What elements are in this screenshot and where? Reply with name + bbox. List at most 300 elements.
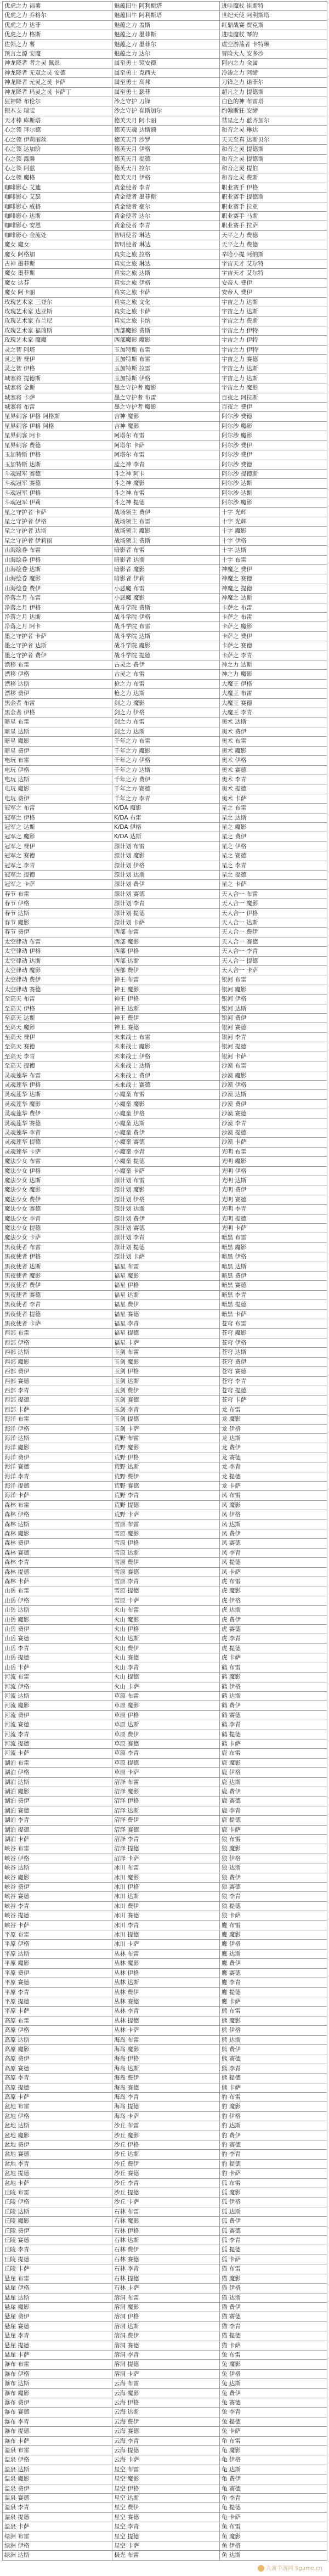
table-cell: 属至勇士 高邦 — [112, 78, 220, 87]
table-cell: 湖泊 伊格 — [3, 1768, 112, 1777]
table-row — [3, 1596, 327, 1605]
table-cell: 高原 布雷 — [3, 2016, 112, 2025]
table-cell: 心之领 伊莉丽丝 — [3, 135, 112, 144]
table-cell: 佐领之力 薯 — [3, 39, 112, 49]
table-cell: 千年之力 李青 — [112, 794, 220, 803]
table-cell: 至高天 布雷 — [3, 995, 112, 1004]
table-cell: 阿尔沙 达斯 — [220, 479, 327, 488]
table-row — [3, 1185, 327, 1195]
table-cell: 玫瑰艺术家 达亚斯 — [3, 307, 112, 317]
table-cell: 未来战士 费伊 — [112, 1071, 220, 1080]
table-cell: 石林 布雷 — [112, 2207, 220, 2216]
table-row — [3, 1424, 327, 1433]
table-row — [3, 1309, 327, 1319]
table-cell: 凤 伊格 — [220, 1510, 327, 1519]
table-cell: 河流 达斯 — [3, 1691, 112, 1701]
table-cell: 海岛 赛德 — [112, 2083, 220, 2092]
table-cell: 西部 魔影 — [3, 1357, 112, 1366]
table-row — [3, 832, 327, 841]
table-cell: 鹿 伊格 — [220, 1768, 327, 1777]
table-cell: 银河 达斯 — [220, 1004, 327, 1013]
table-cell: 阿尔沙 魔影 — [220, 421, 327, 431]
table-cell: 源计划 卡萨 — [112, 918, 220, 928]
table-cell: 山海绘卷 达斯 — [3, 564, 112, 574]
table-cell: 墨之守护者 达斯 — [3, 641, 112, 651]
table-cell: 吉神 魔影 — [112, 421, 220, 431]
table-cell: 苍穹 赛德 — [220, 1367, 327, 1376]
table-cell: 神王 赛德 — [112, 1023, 220, 1032]
table-cell: 刀锋之力 诺菲尔 — [220, 78, 327, 87]
table-cell: 灵魂莲华 卡萨 — [3, 1147, 112, 1156]
table-cell: 星之 李青 — [220, 861, 327, 870]
table-cell: 海岛 达斯 — [112, 2064, 220, 2073]
table-cell: 丘陵 伊格 — [3, 2197, 112, 2207]
table-cell: 灵之智 费伊 — [3, 355, 112, 364]
table-cell: 奥术 魔影 — [220, 746, 327, 755]
table-cell: 冰川 布雷 — [112, 1863, 220, 1873]
table-cell: 星空 赛德 — [112, 2512, 220, 2522]
table-cell: 湖泊 提德 — [3, 1825, 112, 1834]
table-cell: 属至勇士 瑟菲 — [112, 87, 220, 97]
table-cell: 暗黑 提德 — [220, 1300, 327, 1309]
table-cell: 电玩 布雷 — [3, 756, 112, 765]
table-cell: 瀑布 魔影 — [3, 2388, 112, 2398]
table-row — [3, 1500, 327, 1510]
table-cell: 战场领主 费伊 — [112, 507, 220, 517]
table-cell: 星之 布雷 — [220, 804, 327, 813]
table-cell: 阿塔尔 布雷 — [112, 431, 220, 440]
table-cell: 沼泽 李青 — [112, 1835, 220, 1844]
table-cell: 暗黑 卡萨 — [220, 1309, 327, 1319]
table-row — [3, 383, 327, 393]
table-cell: 天平之力 费德 — [220, 230, 327, 240]
table-row — [3, 2436, 327, 2445]
table-cell: 灵魂莲华 赛德 — [3, 1118, 112, 1128]
table-cell: 卡萨之 赛德 — [220, 641, 327, 651]
table-row — [3, 1710, 327, 1720]
table-cell: 溶洞 达斯 — [112, 2321, 220, 2331]
table-cell: 冠军之 李青 — [3, 861, 112, 870]
table-row — [3, 1586, 327, 1596]
table-cell: 猫 李青 — [220, 2321, 327, 2331]
table-cell: 沼泽 伊格 — [112, 1797, 220, 1806]
table-cell: 鹤 提德 — [220, 1730, 327, 1739]
table-row — [3, 2379, 327, 2388]
table-cell: 溶洞 赛德 — [112, 2341, 220, 2350]
table-row — [3, 928, 327, 937]
table-cell: 城塞将 卡萨 — [3, 393, 112, 402]
table-cell: 海洋 赛德 — [3, 1462, 112, 1472]
table-cell: 西部 达斯 — [3, 1348, 112, 1357]
table-row — [3, 1224, 327, 1233]
table-cell: 高原 卡萨 — [3, 2092, 112, 2102]
table-row — [3, 116, 327, 125]
table-cell: 冒险大人 安多沙 — [220, 49, 327, 59]
table-row — [3, 737, 327, 746]
table-cell: 兔 伊格 — [220, 2369, 327, 2379]
table-cell: 豹 赛德 — [220, 2140, 327, 2150]
table-row — [3, 1014, 327, 1023]
table-cell: 福星 费伊 — [112, 1300, 220, 1309]
table-cell: 丘陵 魔影 — [3, 2217, 112, 2226]
table-row — [3, 297, 327, 307]
table-cell: 温泉 费伊 — [3, 2484, 112, 2493]
table-row — [3, 784, 327, 794]
table-cell: 溶洞 卡萨 — [112, 2369, 220, 2379]
site-logo-icon — [258, 2565, 264, 2572]
table-row — [3, 2551, 327, 2560]
table-row — [3, 1348, 327, 1357]
table-cell: 玉加特斯 布雷 — [112, 345, 220, 354]
table-cell: 神王 魔影 — [112, 985, 220, 994]
table-row — [3, 278, 327, 287]
table-cell: 源计划 卡萨 — [112, 1252, 220, 1262]
table-cell: 暗黑 赛德 — [220, 1281, 327, 1290]
table-cell: 千年之力 布雷 — [112, 737, 220, 746]
table-cell: 灵魂莲华 伊格 — [3, 1080, 112, 1089]
table-cell: 沙漠 费伊 — [220, 1099, 327, 1109]
table-cell: 光明 魔影 — [220, 1157, 327, 1166]
table-cell: 神王 费伊 — [112, 1014, 220, 1023]
table-row — [3, 87, 327, 97]
table-cell: 战斗学院 布雷 — [112, 622, 220, 631]
table-cell: 至高天 费伊 — [3, 1032, 112, 1042]
table-row — [3, 1376, 327, 1386]
table-cell: 平原 伊格 — [3, 1940, 112, 1949]
table-cell: 净落之月 达斯 — [3, 613, 112, 622]
table-row — [3, 2494, 327, 2503]
table-cell: 冰川 卡萨 — [112, 1940, 220, 1949]
table-row — [3, 2398, 327, 2407]
table-cell: 优虎之力 乔格尔 — [3, 11, 112, 20]
table-cell: 湖泊 魔影 — [3, 1787, 112, 1796]
table-cell: 火山 李青 — [112, 1663, 220, 1672]
table-cell: 沼泽 达斯 — [112, 1806, 220, 1815]
table-row — [3, 20, 327, 30]
table-cell: 至高天 李青 — [3, 1052, 112, 1061]
table-row — [3, 326, 327, 335]
table-cell: 悬崖 卡萨 — [3, 2350, 112, 2359]
table-cell: 神龙降者 者之灵 佩恩 — [3, 59, 112, 68]
table-cell: 墨之守护者 费伊 — [3, 651, 112, 660]
table-row — [3, 1777, 327, 1787]
table-cell: 龙 布雷 — [220, 1405, 327, 1414]
table-cell: 沙之守护 崔斯加尔 — [112, 106, 220, 116]
table-cell: 玉加特斯 布雷 — [112, 355, 220, 364]
table-cell: 小魔童 伊格 — [112, 1109, 220, 1118]
table-row — [3, 2350, 327, 2359]
table-cell: 狐 魔影 — [220, 2188, 327, 2197]
table-cell: 卡萨之 布雷 — [220, 603, 327, 612]
table-cell: 丛林 魔影 — [112, 1959, 220, 1968]
table-row — [3, 1118, 327, 1128]
table-cell: 天才棒 库斯塔 — [3, 116, 112, 125]
table-cell: 漂移 布雷 — [3, 660, 112, 670]
table-cell: 沼泽 赛德 — [112, 1825, 220, 1834]
table-cell: 德芙天月 拉尔 — [112, 163, 220, 173]
table-cell: 阿内之力 金属 — [220, 59, 327, 68]
table-cell: 星之 伊格 — [220, 841, 327, 851]
table-row — [3, 2522, 327, 2532]
table-cell: 虎 魔影 — [220, 1586, 327, 1596]
table-cell: 瀑布 提德 — [3, 2427, 112, 2436]
table-row — [3, 2236, 327, 2245]
table-row — [3, 460, 327, 469]
table-row — [3, 1290, 327, 1300]
table-row — [3, 1539, 327, 1548]
table-cell: 石林 赛德 — [112, 2255, 220, 2264]
table-cell: 熊 达斯 — [220, 2035, 327, 2044]
table-cell: 十字 布雷 — [220, 555, 327, 564]
table-row — [3, 193, 327, 202]
table-row — [3, 2388, 327, 2398]
table-cell: 银河 伊格 — [220, 995, 327, 1004]
table-row — [3, 1949, 327, 1958]
table-row — [3, 1338, 327, 1347]
table-row — [3, 1481, 327, 1490]
table-cell: 太空律动 魔影 — [3, 966, 112, 975]
table-cell: 神魔之 赛德 — [220, 574, 327, 584]
table-row — [3, 1682, 327, 1691]
table-cell: 鹤 卡萨 — [220, 1739, 327, 1748]
table-cell: 沼泽 费伊 — [112, 1816, 220, 1825]
table-cell: 星空 费伊 — [112, 2503, 220, 2512]
table-cell: 河流 卡萨 — [3, 1749, 112, 1758]
table-cell: 斗魂冠军 赛德 — [3, 469, 112, 478]
table-cell: 火山 提德 — [112, 1673, 220, 1682]
table-row — [3, 1816, 327, 1825]
table-cell: 源计划 费伊 — [112, 880, 220, 889]
table-cell: 鹤 赛德 — [220, 1710, 327, 1720]
table-row — [3, 822, 327, 832]
table-cell: 春节 达斯 — [3, 908, 112, 918]
table-cell: 云海 伊格 — [112, 2398, 220, 2407]
table-cell: 峡谷 达斯 — [3, 1863, 112, 1873]
table-cell: 太空律动 伊格 — [3, 947, 112, 956]
table-cell: 心之领 魔格 — [3, 173, 112, 183]
table-cell: 森林 费伊 — [3, 1539, 112, 1548]
table-row — [3, 1233, 327, 1242]
table-row — [3, 450, 327, 460]
table-cell: 福星 李青 — [112, 1319, 220, 1329]
table-cell: 雪原 布雷 — [112, 1519, 220, 1529]
table-cell: 海岛 卡萨 — [112, 2111, 220, 2121]
table-row — [3, 2475, 327, 2484]
table-cell: 小魔童 魔影 — [112, 1099, 220, 1109]
table-cell: 星空 布雷 — [112, 2465, 220, 2474]
table-cell: 草原 费伊 — [112, 1730, 220, 1739]
table-cell: 海洋 费伊 — [3, 1453, 112, 1462]
table-cell: 城塞将 布雷 — [3, 403, 112, 412]
table-cell: 暗黑 李青 — [220, 1290, 327, 1300]
table-cell: 沙之守护 刀锋 — [112, 97, 220, 106]
table-cell: 小魔童 赛德 — [112, 1138, 220, 1147]
table-cell: 玉加特斯 拉雷 — [112, 364, 220, 374]
table-row — [3, 1519, 327, 1529]
table-cell: 暗影者 伊莉 — [112, 574, 220, 584]
table-cell: 源计划 伊格 — [112, 861, 220, 870]
table-cell: 豹 伊格 — [220, 2111, 327, 2121]
table-cell: 虎 卡萨 — [220, 1653, 327, 1663]
table-cell: 鱼 布雷 — [220, 2522, 327, 2532]
table-row — [3, 727, 327, 736]
table-cell: 冠军之 费伊 — [3, 841, 112, 851]
table-cell: 灵之智 伊格 — [3, 364, 112, 374]
table-cell: 盆地 布雷 — [3, 2102, 112, 2111]
table-cell: 海洋 达斯 — [3, 1433, 112, 1443]
table-cell: 光明 达斯 — [220, 1176, 327, 1185]
table-cell: 源计划 布雷 — [112, 1176, 220, 1185]
table-cell: 古灵之 布雷 — [112, 670, 220, 679]
table-cell: 阿尔沙 达斯 — [220, 488, 327, 498]
table-cell: 冰川 费伊 — [112, 1901, 220, 1911]
table-cell: 海洋 布雷 — [3, 1415, 112, 1424]
table-cell: 和音之灵 提伯 — [220, 163, 327, 173]
table-cell: 悬崖 达斯 — [3, 2293, 112, 2302]
table-row — [3, 1319, 327, 1329]
table-row — [3, 631, 327, 641]
table-cell: 灵之智 阿塔 — [3, 345, 112, 354]
table-cell: 暗星 魔影 — [3, 737, 112, 746]
table-cell: 光明 布雷 — [220, 1147, 327, 1156]
table-cell: 河流 提德 — [3, 1739, 112, 1748]
table-cell: 魔女 阿格加 — [3, 250, 112, 259]
table-row — [3, 564, 327, 574]
table-row — [3, 660, 327, 670]
table-cell: 灵魂莲华 费伊 — [3, 1109, 112, 1118]
table-cell: 战斗学院 伊格 — [112, 613, 220, 622]
table-cell: 源计划 魔影 — [112, 851, 220, 861]
table-cell: 冰川 伊格 — [112, 1883, 220, 1892]
table-cell: 虎 伊格 — [220, 1596, 327, 1605]
table-cell: 星界刺客 伊格 阿格 — [3, 421, 112, 431]
table-row — [3, 1797, 327, 1806]
table-cell: 西部 费伊 — [112, 966, 220, 975]
table-cell: 斗之神 魔影 — [112, 479, 220, 488]
table-cell: 兔 魔影 — [220, 2360, 327, 2369]
table-cell: 丛林 赛德 — [112, 1997, 220, 2006]
table-row — [3, 1157, 327, 1166]
table-cell: 鹿 布雷 — [220, 1749, 327, 1758]
table-row — [3, 651, 327, 660]
table-row — [3, 1768, 327, 1777]
table-cell: 小恶魔 魔影 — [112, 594, 220, 603]
table-cell: 净落之月 阿卡 — [3, 622, 112, 631]
table-cell: 大魔王 李青 — [220, 708, 327, 718]
table-cell: 龟 提德 — [220, 2503, 327, 2512]
table-cell: 盆地 魔影 — [3, 2131, 112, 2140]
table-cell: 天人合一 卡萨 — [220, 966, 327, 975]
table-cell: 龙 魔影 — [220, 1415, 327, 1424]
table-cell: 火山 布雷 — [112, 1606, 220, 1615]
table-row — [3, 488, 327, 498]
table-cell: 苍穹 卡萨 — [220, 1396, 327, 1405]
table-cell: 极光 布雷 — [112, 2551, 220, 2560]
table-cell: 未来战士 魔影 — [112, 1042, 220, 1052]
table-cell: 百夜之 阿拉斯 — [220, 393, 327, 402]
table-row — [3, 1099, 327, 1109]
table-cell: 至高天 提德 — [3, 1061, 112, 1071]
table-cell: 海洋 魔影 — [3, 1443, 112, 1453]
table-row — [3, 2408, 327, 2417]
table-cell: 丘陵 提德 — [3, 2255, 112, 2264]
table-cell: 绿洲 伊格 — [3, 2541, 112, 2551]
table-row — [3, 1787, 327, 1796]
table-cell: 荒野 魔影 — [112, 1443, 220, 1453]
table-cell: 咖啡影心 金流处 — [3, 230, 112, 240]
table-row — [3, 1052, 327, 1061]
table-row — [3, 2455, 327, 2465]
table-cell: 龟 达斯 — [220, 2465, 327, 2474]
table-cell: 十字 光辉 — [220, 517, 327, 526]
table-cell: 凤 提德 — [220, 1558, 327, 1567]
table-cell: 龟 伊格 — [220, 2455, 327, 2465]
table-cell: 源计划 布雷 — [112, 841, 220, 851]
table-cell: 西部 伊格 — [3, 1338, 112, 1347]
table-cell: 山海绘卷 伊格 — [3, 555, 112, 564]
table-row — [3, 1272, 327, 1281]
table-cell: 银河 魔影 — [220, 985, 327, 994]
table-row — [3, 889, 327, 899]
table-row — [3, 937, 327, 946]
table-cell: 沼泽 布雷 — [112, 1777, 220, 1787]
table-row — [3, 1262, 327, 1271]
table-cell: 湖泊 卡萨 — [3, 1835, 112, 1844]
table-cell: 神王 伊格 — [112, 995, 220, 1004]
table-cell: 西部 达斯 — [112, 956, 220, 965]
table-cell: 魅蕴旧牛 阿利斯塔 — [112, 11, 220, 20]
table-cell: 奥术 费伊 — [220, 727, 327, 736]
table-cell: 猫 赛德 — [220, 2312, 327, 2321]
watermark-text: 九游手游网 9game.cn — [266, 2566, 322, 2572]
table-cell: 平原 费伊 — [3, 1968, 112, 1978]
table-cell: 兔 赛德 — [220, 2398, 327, 2407]
table-cell: 银河 布雷 — [220, 975, 327, 985]
table-cell: 德芙天月 沙罗 — [112, 135, 220, 144]
table-cell: 真实之旅 卡纳 — [112, 317, 220, 326]
table-cell: 电玩 伊格 — [3, 765, 112, 775]
table-cell: 熊 提德 — [220, 2074, 327, 2083]
table-cell: 德芙天月 提德 — [112, 154, 220, 163]
table-cell: 盆地 伊格 — [3, 2111, 112, 2121]
table-cell: 卡萨之 布雷 — [220, 613, 327, 622]
table-cell: 阿塔尔 布雷 — [112, 450, 220, 460]
table-cell: 源计划 费伊 — [112, 1214, 220, 1223]
table-row — [3, 1749, 327, 1758]
table-cell: 心之领 达加阶 — [3, 145, 112, 154]
table-row — [3, 899, 327, 908]
table-cell: 冠军之 达斯 — [3, 822, 112, 832]
table-cell: 黑夜使者 赛德 — [3, 1290, 112, 1300]
table-row — [3, 2150, 327, 2159]
table-cell: 优虎之力 格斯 — [3, 30, 112, 39]
table-row — [3, 2274, 327, 2283]
table-row — [3, 2293, 327, 2302]
table-cell: 黑金者 伊格 — [3, 708, 112, 718]
table-cell: 溶洞 费伊 — [112, 2331, 220, 2341]
table-cell: 暗黑 费伊 — [220, 1272, 327, 1281]
table-cell: 源计划 达斯 — [112, 1205, 220, 1214]
table-cell: 瀑布 伊格 — [3, 2369, 112, 2379]
table-row — [3, 2131, 327, 2140]
table-cell: 天人合一 布雷 — [220, 889, 327, 899]
table-cell: 星界刺客 伊格 阿格斯 — [3, 412, 112, 421]
table-row — [3, 995, 327, 1004]
table-cell: 丛林 布雷 — [112, 1949, 220, 1958]
table-cell: 冠军之 卡萨 — [3, 880, 112, 889]
table-cell: 龟 费伊 — [220, 2475, 327, 2484]
table-cell: 海岛 魔影 — [112, 2044, 220, 2054]
